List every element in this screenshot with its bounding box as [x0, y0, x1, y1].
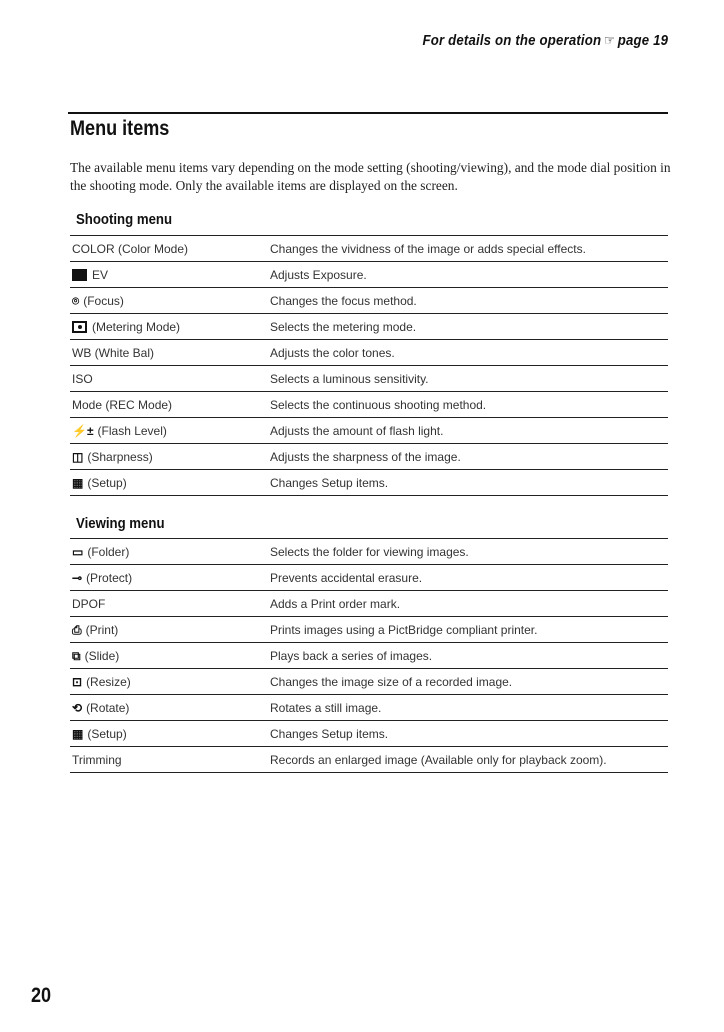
flash-level-icon: ⚡±: [72, 424, 94, 439]
table-row: [70, 721, 668, 747]
table-row: [70, 643, 668, 669]
viewing-menu-table: [70, 538, 668, 773]
table-row: [70, 617, 668, 643]
menu-item-label: (Protect): [86, 570, 133, 585]
menu-item-label: Trimming: [72, 752, 122, 767]
menu-item-description: Selects the metering mode.: [268, 314, 668, 340]
menu-item-cell: [70, 340, 268, 366]
menu-item-label: (Rotate): [86, 700, 130, 715]
menu-item-cell: [70, 747, 268, 773]
menu-item-label: (Focus): [83, 293, 124, 308]
header-reference-text: For details on the operation: [422, 32, 602, 49]
menu-item-label: (Setup): [87, 475, 127, 490]
menu-item-label: EV: [92, 267, 109, 282]
menu-item-label: (Sharpness): [87, 449, 153, 464]
menu-item-description: Prints images using a PictBridge compliant printer.: [268, 617, 668, 643]
menu-item-cell: [70, 418, 268, 444]
menu-item-cell: [70, 721, 268, 747]
header-reference: [422, 32, 668, 49]
shooting-menu-title: Shooting menu: [76, 211, 173, 228]
table-row: [70, 288, 668, 314]
menu-item-cell: [70, 539, 268, 565]
menu-item-cell: [70, 288, 268, 314]
menu-item-cell: [70, 617, 268, 643]
table-row: [70, 591, 668, 617]
pointing-hand-icon: ☞: [603, 32, 615, 48]
menu-item-description: Selects a luminous sensitivity.: [268, 366, 668, 392]
menu-item-label: (Slide): [84, 648, 120, 663]
page-title: Menu items: [70, 117, 170, 140]
print-icon: ⎙: [72, 623, 82, 638]
protect-icon: ⊸: [72, 571, 83, 586]
table-row: [70, 565, 668, 591]
setup-icon: ▦: [72, 476, 84, 491]
menu-item-cell: [70, 392, 268, 418]
menu-item-description: Adds a Print order mark.: [268, 591, 668, 617]
menu-item-label: ISO: [72, 371, 93, 386]
menu-item-description: Selects the folder for viewing images.: [268, 539, 668, 565]
menu-item-description: Changes Setup items.: [268, 721, 668, 747]
viewing-menu-title: Viewing menu: [76, 515, 165, 532]
menu-item-cell: [70, 643, 268, 669]
menu-item-cell: [70, 262, 268, 288]
menu-item-label: (Flash Level): [97, 423, 167, 438]
menu-item-label: WB (White Bal): [72, 345, 155, 360]
menu-item-description: Prevents accidental erasure.: [268, 565, 668, 591]
focus-icon: ⌾: [72, 294, 80, 309]
menu-item-description: Adjusts Exposure.: [268, 262, 668, 288]
title-rule: [68, 112, 668, 114]
intro-paragraph: The available menu items vary depending on the mode setting (shooting/viewing), and the mode dial position in the shooting mode. Only the available items are displayed on the screen.: [70, 160, 671, 193]
menu-item-label: Mode (REC Mode): [72, 397, 173, 412]
table-row: [70, 695, 668, 721]
menu-item-label: (Folder): [87, 544, 130, 559]
menu-item-label: (Print): [85, 622, 119, 637]
table-row: [70, 747, 668, 773]
table-row: [70, 669, 668, 695]
sharpness-icon: ◫: [72, 450, 84, 465]
table-row: [70, 539, 668, 565]
table-row: [70, 314, 668, 340]
table-row: [70, 340, 668, 366]
menu-item-label: (Setup): [87, 726, 127, 741]
table-row: [70, 418, 668, 444]
menu-item-label: (Metering Mode): [92, 319, 181, 334]
resize-icon: ⊡: [72, 675, 83, 690]
setup-icon: ▦: [72, 727, 84, 742]
slide-icon: ⧉: [72, 649, 81, 664]
menu-item-description: Rotates a still image.: [268, 695, 668, 721]
menu-item-description: Adjusts the sharpness of the image.: [268, 444, 668, 470]
page-number: 20: [31, 984, 52, 1007]
table-row: [70, 262, 668, 288]
menu-item-description: Changes the focus method.: [268, 288, 668, 314]
table-row: [70, 470, 668, 496]
menu-item-description: Adjusts the color tones.: [268, 340, 668, 366]
menu-item-description: Adjusts the amount of flash light.: [268, 418, 668, 444]
menu-item-description: Plays back a series of images.: [268, 643, 668, 669]
table-row: [70, 444, 668, 470]
metering-icon: [72, 321, 87, 333]
menu-item-cell: [70, 669, 268, 695]
menu-item-cell: [70, 470, 268, 496]
menu-item-cell: [70, 565, 268, 591]
table-row: [70, 392, 668, 418]
menu-item-cell: [70, 236, 268, 262]
menu-item-cell: [70, 366, 268, 392]
menu-item-label: (Resize): [86, 674, 131, 689]
table-row: [70, 366, 668, 392]
menu-item-cell: [70, 444, 268, 470]
header-page-reference: page 19: [617, 32, 668, 49]
menu-item-description: Changes Setup items.: [268, 470, 668, 496]
menu-item-description: Changes the image size of a recorded image.: [268, 669, 668, 695]
table-row: [70, 236, 668, 262]
ev-icon: [72, 269, 87, 281]
menu-item-description: Records an enlarged image (Available only for playback zoom).: [268, 747, 668, 773]
menu-item-cell: [70, 314, 268, 340]
menu-item-description: Selects the continuous shooting method.: [268, 392, 668, 418]
menu-item-label: DPOF: [72, 596, 106, 611]
menu-item-label: COLOR (Color Mode): [72, 241, 189, 256]
shooting-menu-table: [70, 235, 668, 496]
menu-item-cell: [70, 591, 268, 617]
menu-item-cell: [70, 695, 268, 721]
rotate-icon: ⟲: [72, 701, 83, 716]
menu-item-description: Changes the vividness of the image or adds special effects.: [268, 236, 668, 262]
folder-icon: ▭: [72, 545, 84, 560]
